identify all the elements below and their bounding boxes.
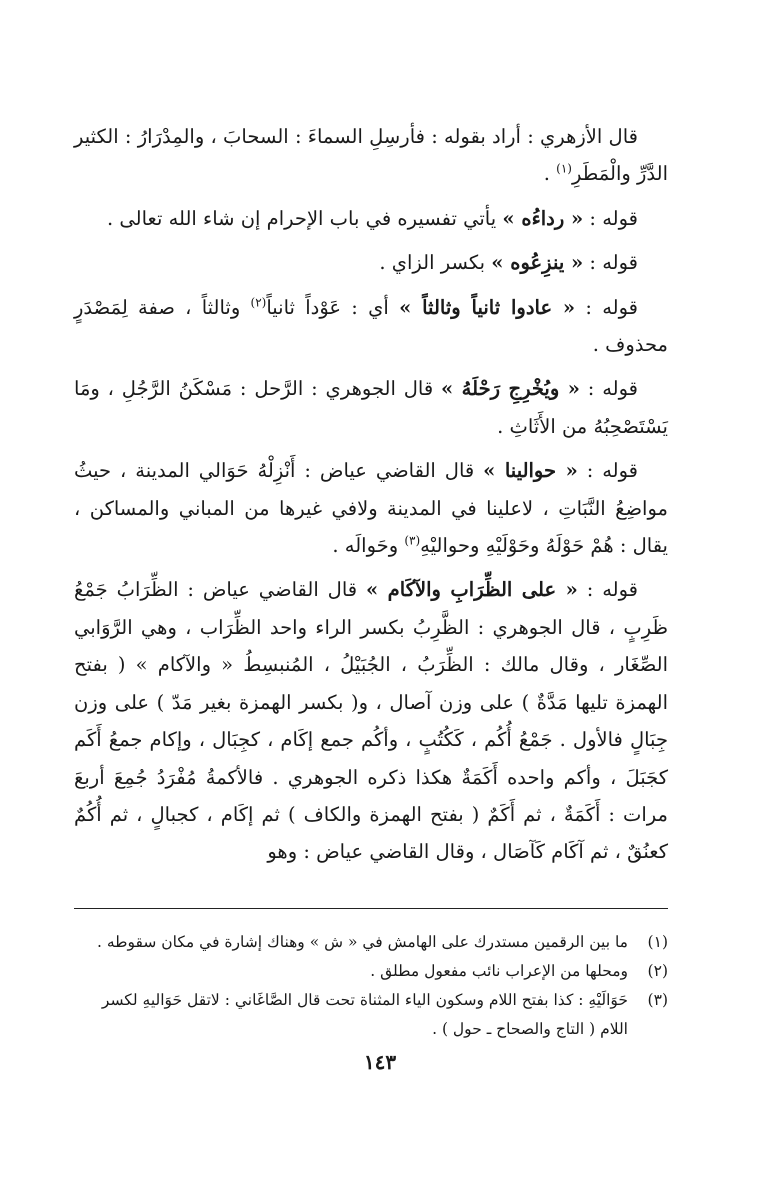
quoted-term: « على الظِّرَابِ والآكَام »	[366, 578, 578, 602]
footnote-number: (٢)	[647, 962, 668, 980]
text-run: وثالثاً ، صفة لِمَصْدَرٍ محذوف .	[74, 295, 668, 357]
text-run: قوله :	[577, 578, 638, 602]
text-run: قوله :	[575, 295, 638, 319]
paragraph	[74, 289, 668, 364]
text-run: بكسر الزاي .	[379, 251, 492, 275]
footnote-reference: (٢)	[250, 295, 267, 310]
text-run: قوله :	[577, 459, 639, 483]
text-run: يأتي تفسيره في باب الإحرام إن شاء الله تعالى .	[107, 206, 503, 230]
text-run: وحَوالَه .	[332, 534, 405, 558]
footnote-text: حَوَالَيْهِ : كذا بفتح اللام وسكون الياء المثناة تحت قال الصَّاغَاني : لاتقل حَوَاليهِ لكسر اللام ( التاج والصحاح ـ حول ) .	[101, 991, 628, 1038]
paragraph	[74, 370, 668, 445]
text-run: قال الأزهري : أراد بقوله : فأرسِلِ السماءَ : السحابَ ، والمِدْرَارُ : الكثير الدَّرِّ والْمَطَرِ	[74, 125, 668, 186]
footnote-text: ما بين الرقمين مستدرك على الهامش في « ش » وهناك إشارة في مكان سقوطه .	[97, 933, 628, 951]
footnote	[74, 957, 668, 986]
quoted-term: « ينزِعُوه »	[491, 251, 584, 275]
text-run: أي : عَوْداً ثانياً	[266, 295, 400, 319]
footnote-number: (١)	[647, 933, 668, 951]
paragraph	[74, 452, 668, 564]
text-run: .	[543, 162, 557, 186]
main-text	[74, 118, 668, 871]
text-run: قال الجوهري : الرَّحل : مَسْكَنُ الرَّجُلِ ، ومَا يَسْتَصْحِبُهُ من الأَثَاثِ .	[74, 377, 668, 438]
paragraph	[74, 244, 668, 281]
footnote-text: ومحلها من الإعراب نائب مفعول مطلق .	[370, 962, 628, 980]
paragraph	[74, 118, 668, 193]
text-run: قوله :	[579, 377, 638, 401]
text-run: قال القاضي عياض : الظِّرَابُ جَمْعُ ظَرِبٍ ، قال الجوهري : الظَّرِبُ بكسر الراء واحد الظِّرَاب ، وهي الرَّوَابي الصِّغَار ، وقال مالك : الظِّرَبُ ، الجُبَيْلُ ، المُنبسِطُ « والآكام » ( بفتح الهمزة تليها مَدَّةٌ ) على وزن آصال ، و( بكسر الهمزة بغير مَدّ ) على وزن جِبَالٍ فالأول . جَمْعُ أُكُم ، كَكُتُبٍ ، وأكُم جمع إكَام ، كجِبَال ، وإكام جمعُ أَكَم كجَبَلَ ، وأكم واحده أَكَمَةٌ هكذا ذكره الجوهري . فالأكمةُ مُفْرَدُ جُمِعَ أربعَ مرات : أَكَمَةٌ ، ثم أَكَمٌ ( بفتح الهمزة والكاف ) ثم إكَام ، كجبالٍ ، ثم أُكُمٌ كعنُقٌ ، ثم آكَام كَآصَال ، وقال القاضي عياض : وهو	[74, 578, 668, 864]
footnote	[74, 986, 668, 1044]
paragraph	[74, 200, 668, 237]
quoted-term: « حوالينا »	[483, 459, 578, 483]
quoted-term: « ويُخْرِجِ رَحْلَهُ »	[441, 377, 580, 401]
quoted-term: « رداءُه »	[502, 206, 584, 230]
text-run: قال القاضي عياض : أَنْزِلْهُ حَوَالي المدينة ، حيثُ مواضِعُ النَّبَاتِ ، لاعلينا في المدينة ولافي غيرها من المباني والمساكن ، يقال : هُمْ حَوْلَهُ وحَوْلَيْهِ وحواليْهِ	[74, 459, 668, 558]
footnote-reference: (٣)	[404, 533, 421, 548]
text-run: قوله :	[583, 206, 638, 230]
footnote	[74, 928, 668, 957]
footnote-reference: (١)	[556, 161, 572, 176]
footnote-number: (٣)	[647, 991, 668, 1009]
footnotes	[74, 928, 668, 1044]
footnote-divider	[74, 908, 668, 909]
text-run: قوله :	[583, 251, 638, 275]
paragraph	[74, 571, 668, 870]
quoted-term: « عادوا ثانياً وثالثاً »	[399, 295, 576, 319]
page-number: ١٤٣	[363, 1050, 397, 1074]
